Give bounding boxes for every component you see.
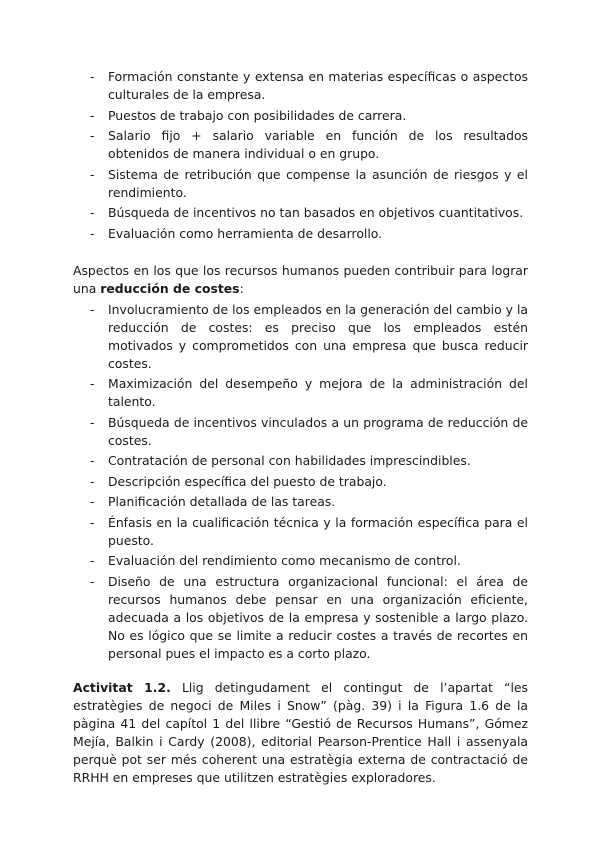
cost-reduction-intro: Aspectos en los que los recursos humanos pueden contribuir para lograr una reducción de costes: [73, 262, 528, 296]
list-item: - Sistema de retribución que compense la asunción de riesgos y el rendimiento. [90, 166, 528, 200]
dash-bullet: - [90, 301, 95, 317]
list-item: - Formación constante y extensa en materias específicas o aspectos culturales de la empresa. [90, 69, 528, 102]
list-item: - Contratación de personal con habilidades imprescindibles. [90, 453, 471, 468]
list-item: - Evaluación del rendimiento como mecanismo de control. [90, 553, 461, 568]
dash-bullet: - [90, 166, 95, 182]
dash-bullet: - [90, 553, 95, 568]
list-talent-practices [73, 68, 528, 243]
document-page [73, 68, 528, 799]
dash-bullet: - [90, 573, 95, 589]
list-item: - Búsqueda de incentivos vinculados a un programa de reducción de costes. [90, 414, 528, 448]
list-item: - Puestos de trabajo con posibilidades de carrera. [90, 107, 407, 123]
activity-text: Llig detingudament el contingut de l’apartat “les estratègies de negoci de Miles i Snow” (pàg. 39) i la Figura 1.6 de la pàgina 41 del capítol 1 del llibre “Gestió de Recursos Humans”, Gómez Mejía, Balkin i Cardy (2008), editorial Pearson-Prentice Hall i assenyala perquè pot ser més coherent una estratègia externa de contractació de RRHH en empreses que utilitzen estratègies exploradores. [73, 679, 528, 785]
dash-bullet: - [90, 205, 95, 220]
list-item: - Planificación detallada de las tareas. [90, 494, 336, 509]
list-item: - Salario fijo + salario variable en función de los resultados obtenidos de manera individual o en grupo. [90, 128, 528, 161]
activity-paragraph [73, 679, 528, 787]
list-item: - Diseño de una estructura organizacional funcional: el área de recursos humanos debe pensar en una organización eficiente, adecuada a los objetivos de la empresa y sostenible a largo plazo. No es lógico que se limite a reducir costes a través de recortes en personal pues el impacto es a corto plazo. [90, 573, 528, 661]
dash-bullet: - [90, 69, 95, 84]
dash-bullet: - [90, 128, 95, 143]
list-cost-reduction [73, 301, 528, 663]
dash-bullet: - [90, 514, 95, 530]
cost-reduction-emphasis: reducción de costes [100, 280, 240, 296]
dash-bullet: - [90, 473, 95, 489]
dash-bullet: - [90, 225, 95, 241]
list-item: - Énfasis en la cualificación técnica y la formación específica para el puesto. [90, 514, 528, 548]
dash-bullet: - [90, 107, 95, 123]
dash-bullet: - [90, 414, 95, 430]
list-item: - Maximización del desempeño y mejora de la administración del talento. [90, 376, 528, 409]
dash-bullet: - [90, 453, 95, 468]
dash-bullet: - [90, 494, 95, 509]
list-item: - Búsqueda de incentivos no tan basados en objetivos cuantitativos. [90, 205, 524, 220]
list-item: - Evaluación como herramienta de desarrollo. [90, 225, 383, 241]
list-item: - Involucramiento de los empleados en la generación del cambio y la reducción de costes: es preciso que los empleados estén motivados y comprometidos con una empresa que busca reducir costes. [90, 301, 528, 371]
dash-bullet: - [90, 376, 95, 391]
activity-label: Activitat 1.2. [73, 679, 171, 695]
list-item: - Descripción específica del puesto de trabajo. [90, 473, 387, 489]
